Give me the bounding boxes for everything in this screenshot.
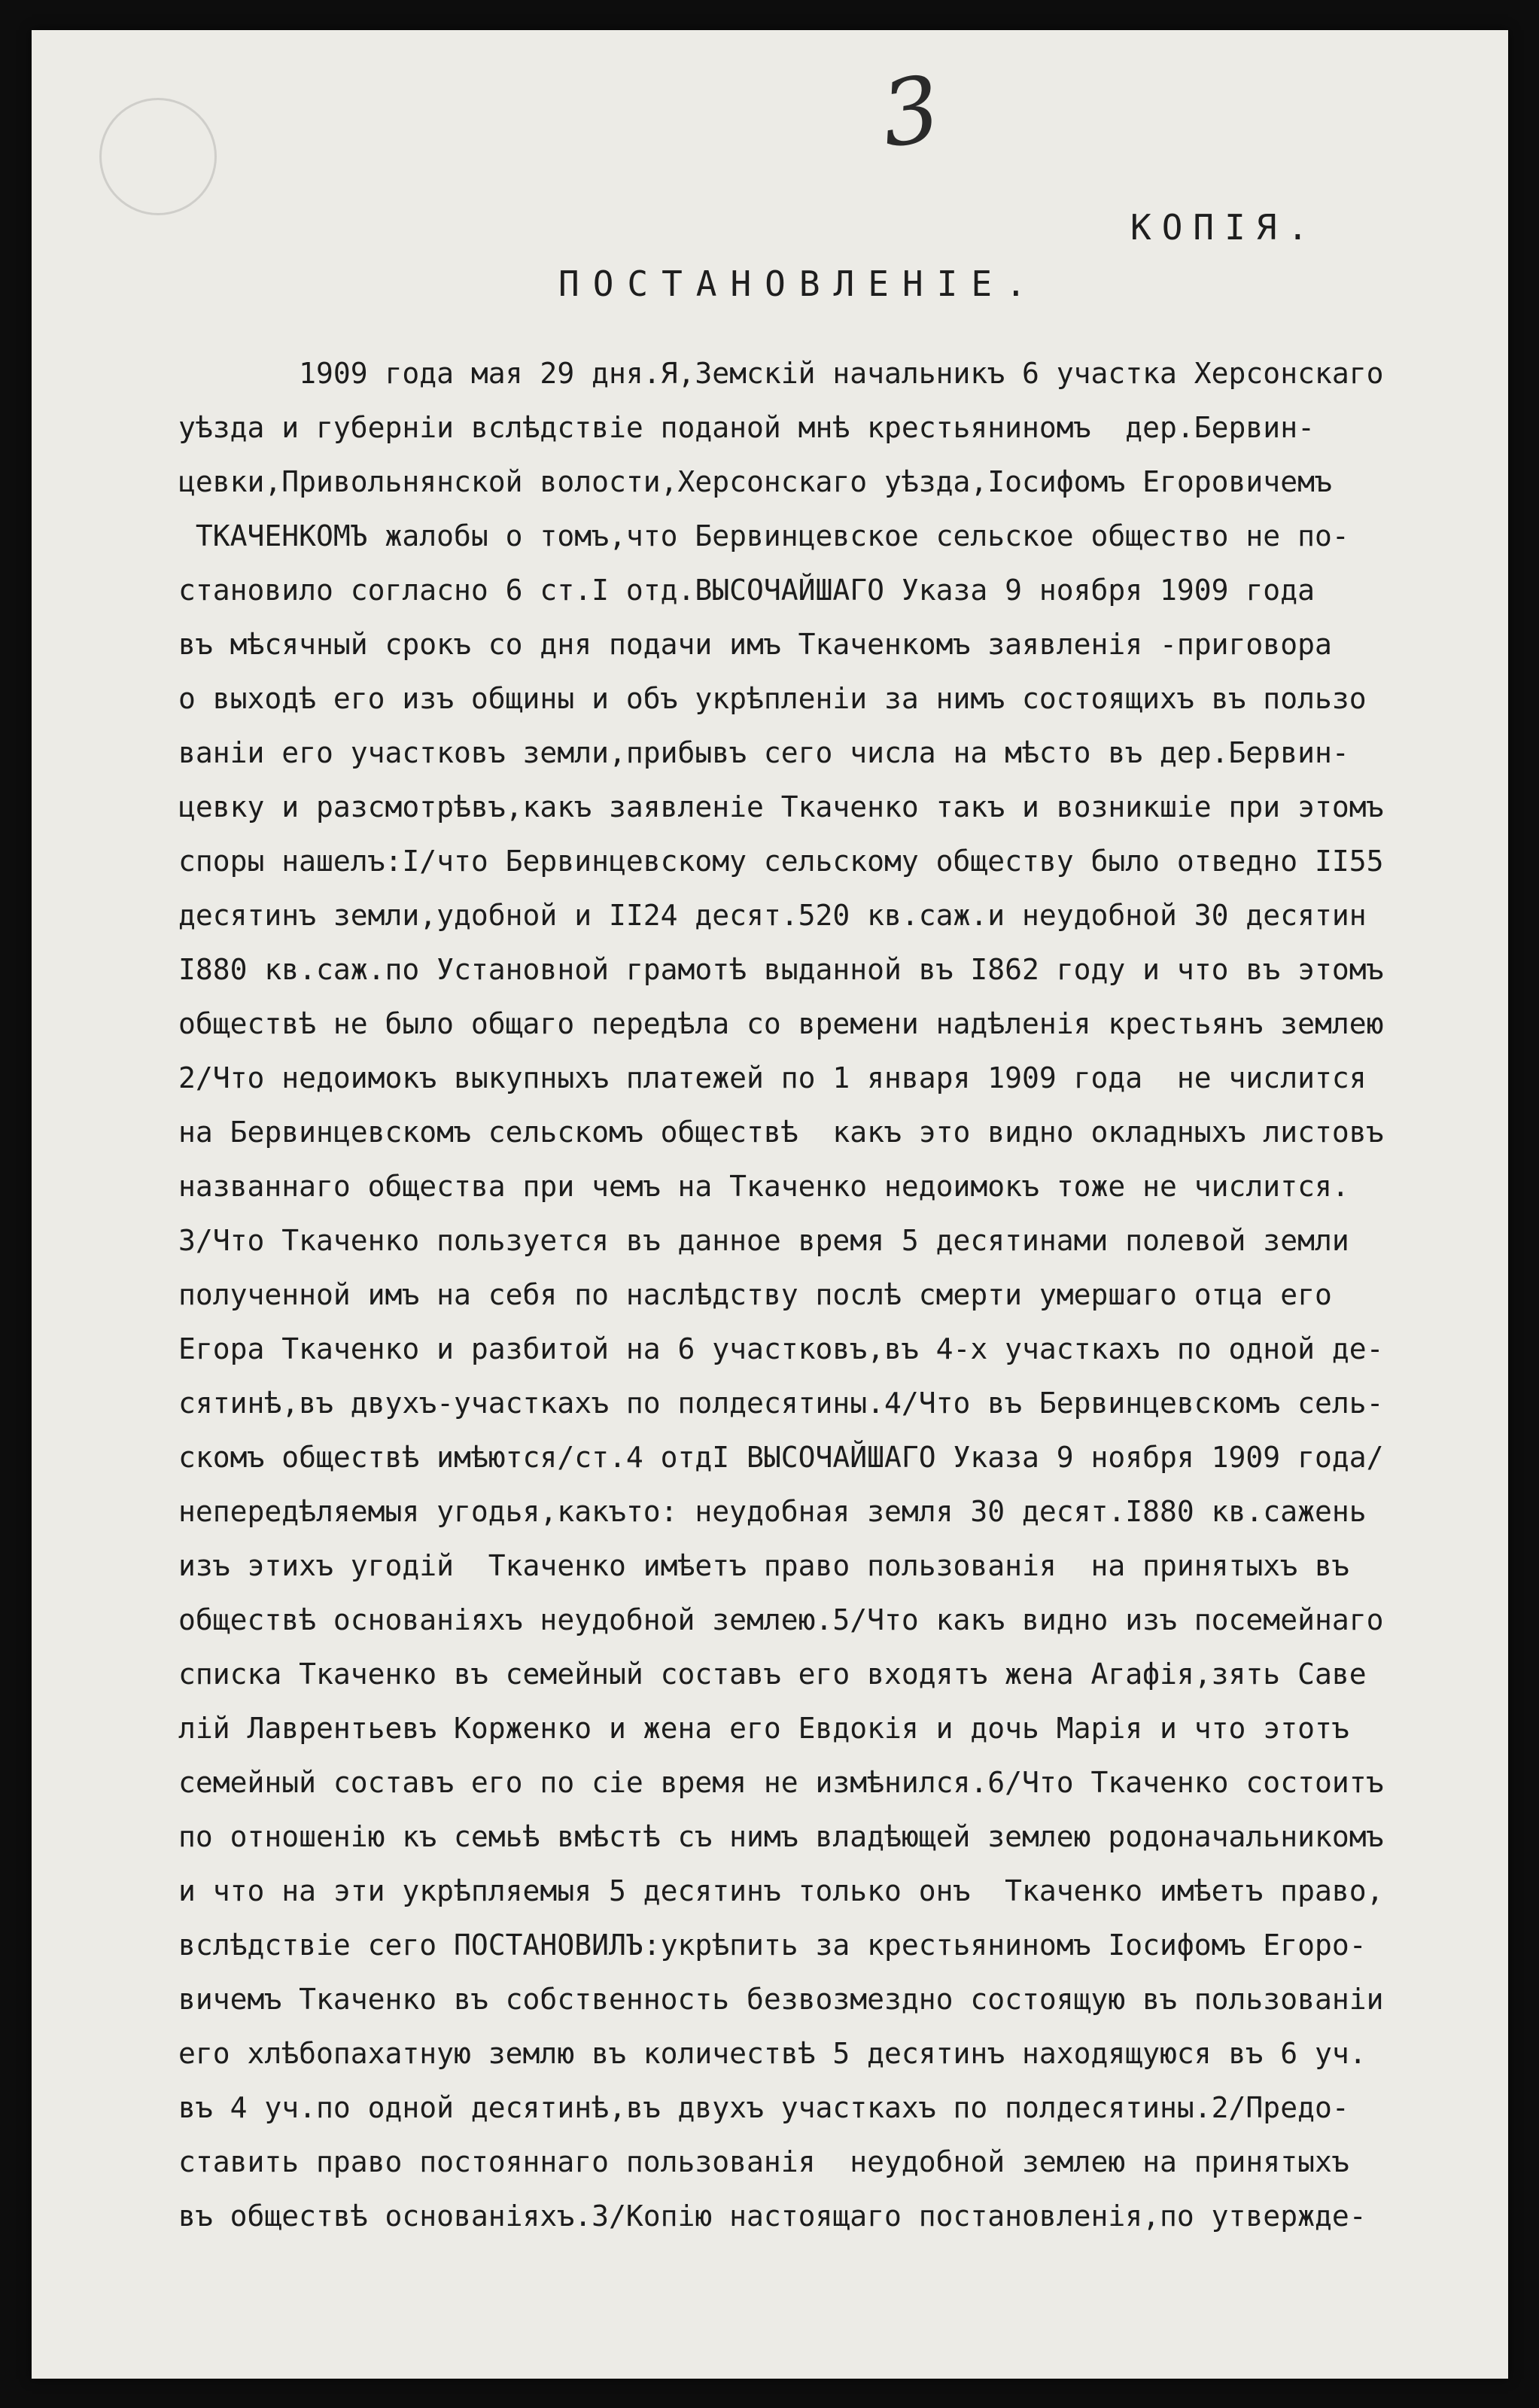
text-line: въ мѣсячный срокъ со дня подачи имъ Ткаченкомъ заявленія -приговора — [178, 628, 1332, 661]
text-line: 3/Что Ткаченко пользуется въ данное время 5 десятинами полевой земли — [178, 1224, 1349, 1257]
text-line: обществѣ основаніяхъ неудобной землею.5/Что какъ видно изъ посемейнаго — [178, 1603, 1384, 1636]
text-line: въ 4 уч.по одной десятинѣ,въ двухъ участкахъ по полдесятины.2/Предо- — [178, 2091, 1349, 2124]
text-line: ТКАЧЕНКОМЪ жалобы о томъ,что Бервинцевское сельское общество не по- — [178, 519, 1349, 553]
text-line: названнаго общества при чемъ на Ткаченко недоимокъ тоже не числится. — [178, 1170, 1349, 1203]
text-line: полученной имъ на себя по наслѣдству послѣ смерти умершаго отца его — [178, 1278, 1332, 1311]
text-line: уѣзда и губерніи вслѣдствіе поданой мнѣ крестьяниномъ дер.Бервин- — [178, 411, 1315, 444]
text-line: 2/Что недоимокъ выкупныхъ платежей по 1 января 1909 года не числится — [178, 1061, 1367, 1094]
copy-mark: КОПІЯ. — [1130, 207, 1319, 248]
text-line: 1909 года мая 29 дня.Я,Земскій начальникъ 6 участка Херсонскаго — [178, 357, 1384, 390]
text-line: ваніи его участковъ земли,прибывъ сего числа на мѣсто въ дер.Бервин- — [178, 736, 1349, 769]
document-title: ПОСТАНОВЛЕНІЕ. — [558, 263, 1040, 304]
text-line: скомъ обществѣ имѣются/ст.4 отдІ ВЫСОЧАЙШАГО Указа 9 ноября 1909 года/ — [178, 1441, 1384, 1474]
text-line: споры нашелъ:І/что Бервинцевскому сельскому обществу было отведно ІІ55 — [178, 845, 1384, 878]
text-line: изъ этихъ угодій Ткаченко имѣетъ право пользованія на принятыхъ въ — [178, 1549, 1349, 1582]
text-line: цевки,Привольнянской волости,Херсонскаго уѣзда,Іосифомъ Егоровичемъ — [178, 465, 1332, 498]
text-line: сятинѣ,въ двухъ-участкахъ по полдесятины.4/Что въ Бервинцевскомъ сель- — [178, 1387, 1384, 1420]
text-line: семейный составъ его по сіе время не измѣнился.6/Что Ткаченко состоитъ — [178, 1766, 1384, 1799]
text-line: и что на эти укрѣпляемыя 5 десятинъ только онъ Ткаченко имѣетъ право, — [178, 1874, 1384, 1907]
text-line: десятинъ земли,удобной и ІІ24 десят.520 кв.саж.и неудобной 30 десятин — [178, 899, 1367, 932]
text-line: вичемъ Ткаченко въ собственность безвозмездно состоящую въ пользованіи — [178, 1983, 1384, 2016]
text-line: списка Ткаченко въ семейный составъ его входятъ жена Агафія,зять Саве — [178, 1658, 1367, 1691]
text-line: лій Лаврентьевъ Корженко и жена его Евдокія и дочь Марія и что этотъ — [178, 1712, 1349, 1745]
document-body — [178, 346, 1503, 2243]
text-line: І880 кв.саж.по Установной грамотѣ выданной въ І862 году и что въ этомъ — [178, 953, 1384, 986]
text-line: цевку и разсмотрѣвъ,какъ заявленіе Ткаченко такъ и возникшіе при этомъ — [178, 790, 1384, 823]
text-line: обществѣ не было общаго передѣла со времени надѣленія крестьянъ землею — [178, 1007, 1384, 1040]
text-line: на Бервинцевскомъ сельскомъ обществѣ какъ это видно окладныхъ листовъ — [178, 1116, 1384, 1149]
text-line: его хлѣбопахатную землю въ количествѣ 5 десятинъ находящуюся въ 6 уч. — [178, 2037, 1367, 2070]
archive-stamp — [99, 98, 217, 215]
text-line: непередѣляемыя угодья,какъто: неудобная земля 30 десят.І880 кв.сажень — [178, 1495, 1367, 1528]
text-line: Егора Ткаченко и разбитой на 6 участковъ,въ 4-х участкахъ по одной де- — [178, 1332, 1384, 1365]
text-line: становило согласно 6 ст.І отд.ВЫСОЧАЙШАГО Указа 9 ноября 1909 года — [178, 574, 1315, 607]
text-line: по отношенію къ семьѣ вмѣстѣ съ нимъ владѣющей землею родоначальникомъ — [178, 1820, 1384, 1853]
handwritten-page-number: 3 — [874, 56, 947, 169]
text-line: ставить право постояннаго пользованія неудобной землею на принятыхъ — [178, 2145, 1349, 2178]
text-line: вслѣдствіе сего ПОСТАНОВИЛЪ:укрѣпить за крестьяниномъ Іосифомъ Егоро- — [178, 1929, 1367, 1962]
document-page — [32, 30, 1508, 2379]
text-line: о выходѣ его изъ общины и объ укрѣпленіи за нимъ состоящихъ въ пользо — [178, 682, 1367, 715]
text-line: въ обществѣ основаніяхъ.3/Копію настоящаго постановленія,по утвержде- — [178, 2199, 1367, 2233]
